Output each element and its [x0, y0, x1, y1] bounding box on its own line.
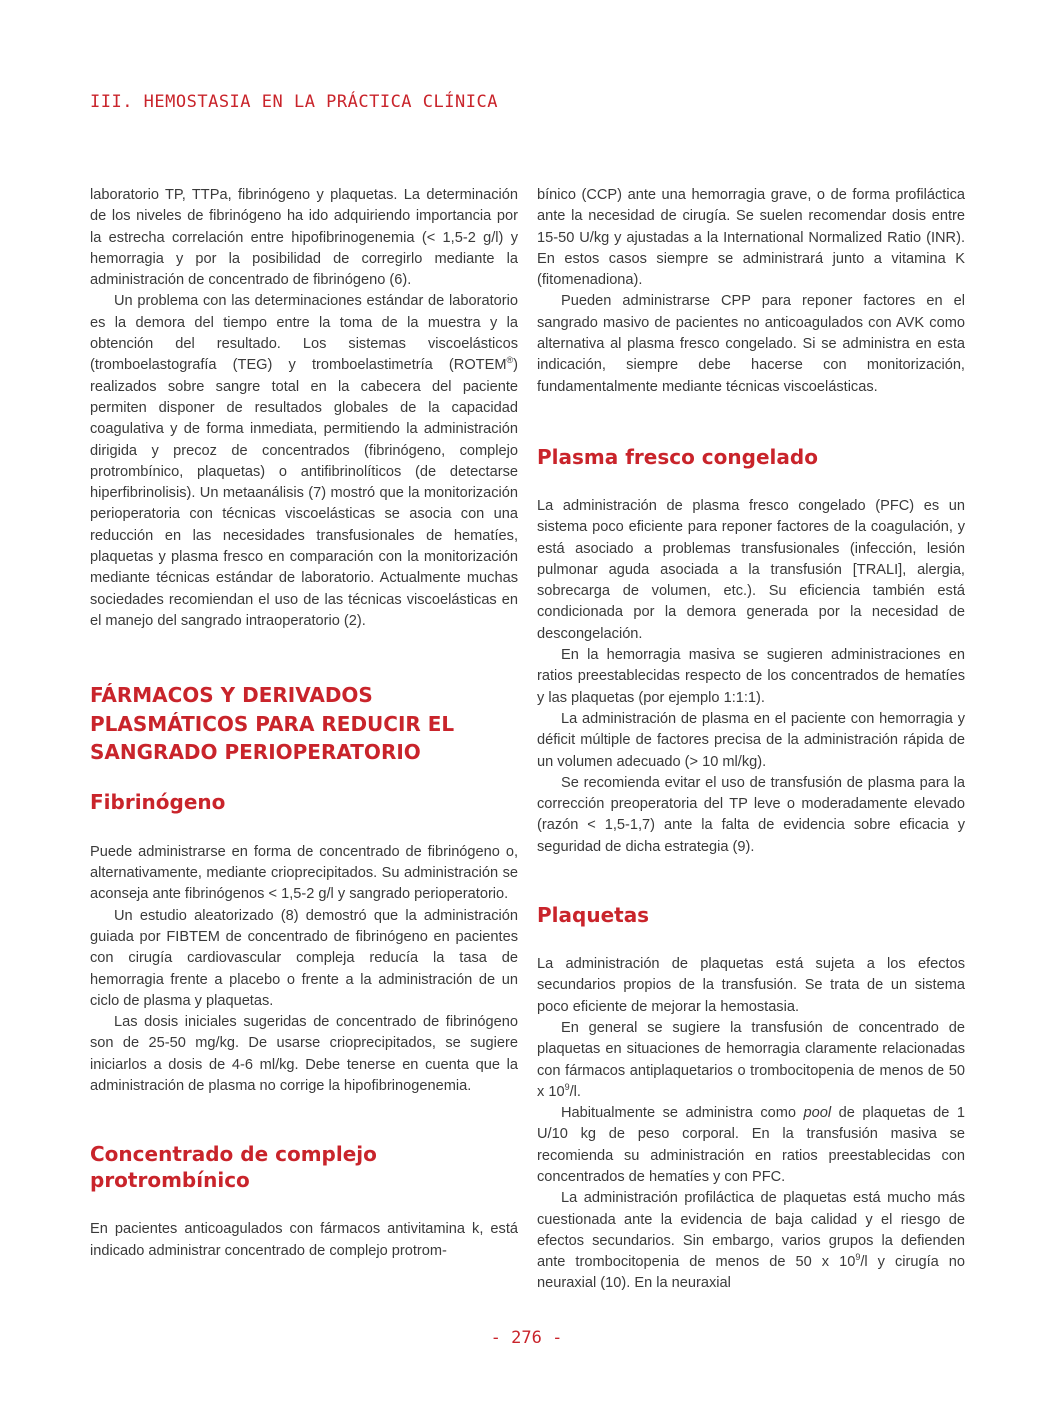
registered-mark: ® — [506, 355, 514, 366]
subheading-fibrinogeno: Fibrinógeno — [90, 789, 226, 814]
subheading-pfc: Plasma fresco congelado — [537, 444, 818, 469]
page-number: - 276 - — [490, 1328, 563, 1348]
paragraph: En la hemorragia masiva se sugieren administraciones en ratios preestablecidas respecto de los concentrados de hematíes y las plaquetas (por ejemplo 1:1:1). — [537, 647, 965, 706]
right-column — [537, 185, 965, 1295]
section-heading: FÁRMACOS Y DERIVADOS PLASMÁTICOS PARA REDUCIR EL SANGRADO PERIOPERATORIO — [90, 683, 455, 765]
subheading-plaquetas: Plaquetas — [537, 903, 650, 928]
paragraph: Habitualmente se administra como pool de plaquetas de 1 U/10 kg de peso corporal. En la transfusión masiva se recomienda su administración en ratios preestablecidas con concentrados de hematíes y con PFC. — [537, 1105, 965, 1185]
paragraph: laboratorio TP, TTPa, fibrinógeno y plaquetas. La determinación de los niveles de fibrinógeno ha ido adquiriendo importancia por la estrecha correlación entre hipofibrinogenemia (< 1,5-2 g/l) y hemorragia y por la posibilidad de corregirlo mediante la administración de concentrado de fibrinógeno (6). — [90, 187, 518, 289]
paragraph: En general se sugiere la transfusión de concentrado de plaquetas en situaciones de hemorragia claramente relacionadas con fármacos antiplaquetarios o trombocitopenia de menos de 50 x $10^9/l$. — [537, 1019, 965, 1100]
paragraph: La administración de plaquetas está sujeta a los efectos secundarios propios de la transfusión. Se trata de un sistema poco eficiente de mejorar la hemostasia. — [537, 956, 965, 1015]
paragraph: La administración de plasma fresco congelado (PFC) es un sistema poco eficiente para reponer factores de la coagulación, y está asociado a problemas transfusionales (infección, lesión pulmonar aguda asociada a la transfusión [TRALI], alergia, sobrecarga de volumen, etc.). Su eficiencia también está condicionada por la demora generada por la necesidad de descongelación. — [537, 497, 965, 642]
paragraph: bínico (CCP) ante una hemorragia grave, o de forma profiláctica ante la necesidad de cirugía. Se suelen recomendar dosis entre 15-50 U/kg y ajustadas a la International Normalized Ratio (INR). En estos casos siempre se administrará junto a vitamina K (fitomenadiona). — [537, 187, 965, 289]
paragraph: La administración profiláctica de plaquetas está mucho más cuestionada ante la evidencia de baja calidad y el riesgo de efectos secundarios. Sin embargo, varios grupos la defienden ante trombocitopenia de menos de 50 x $10^9/l$ y cirugía no neuraxial (10). En la neuraxial — [537, 1190, 965, 1292]
paragraph: En pacientes anticoagulados con fármacos antivitamina k, está indicado administrar concentrado de complejo protrom- — [90, 1221, 518, 1259]
paragraph: Pueden administrarse CPP para reponer factores en el sangrado masivo de pacientes no anticoagulados con AVK como alternativa al plasma fresco congelado. Si se administra en esta indicación, siempre debe hacerse con monitorización, fundamentalmente mediante técnicas viscoelásticas. — [537, 293, 965, 395]
left-column — [90, 185, 518, 1262]
paragraph: Las dosis iniciales sugeridas de concentrado de fibrinógeno son de 25-50 mg/kg. De usarse crioprecipitados, se sugiere iniciarlos a dosis de 4-6 ml/kg. Debe tenerse en cuenta que la administración de plasma no corrige la hipofibrinogenemia. — [90, 1014, 518, 1094]
subheading-ccp: Concentrado de complejo protrombínico — [90, 1142, 377, 1193]
paragraph: Puede administrarse en forma de concentrado de fibrinógeno o, alternativamente, mediante crioprecipitados. Su administración se aconseja ante fibrinógenos < 1,5-2 g/l y sangrado perioperatorio. — [90, 843, 518, 903]
paragraph: Un problema con las determinaciones estándar de laboratorio es la demora del tiempo entre la toma de la muestra y la obtención del resultado. Los sistemas viscoelásticos (tromboelastografía (TEG) y tromboelastimetría (ROTEM®) realizados sobre sangre total en la cabecera del paciente permiten disponer de resultados globales de la capacidad coagulativa y de forma inmediata, permitiendo la administración dirigida y precoz de concentrados (fibrinógeno, complejo protrombínico, plaquetas) o antifibrinolíticos (de detectarse hiperfibrinolisis). Un metaanálisis (7) mostró que la monitorización perioperatoria con técnicas viscoelásticas se asocia con una reducción en las necesidades transfusionales de hematíes, plaquetas y plasma fresco en comparación con la monitorización mediante técnicas estándar de laboratorio. Actualmente muchas sociedades recomiendan el uso de las técnicas viscoelásticas en el manejo del sangrado intraoperatorio (2). — [90, 293, 518, 629]
running-header: III. HEMOSTASIA EN LA PRÁCTICA CLÍNICA — [90, 92, 498, 112]
paragraph: Un estudio aleatorizado (8) demostró que la administración guiada por FIBTEM de concentrado de fibrinógeno en pacientes con cirugía cardiovascular compleja reducía la tasa de hemorragia frente a placebo o frente a la administración de un ciclo de plasma y plaquetas. — [90, 907, 518, 1009]
paragraph: La administración de plasma en el paciente con hemorragia y déficit múltiple de factores precisa de la administración rápida de un volumen adecuado (> 10 ml/kg). — [537, 710, 965, 770]
paragraph: Se recomienda evitar el uso de transfusión de plasma para la corrección preoperatoria del TP leve o moderadamente elevado (razón < 1,5-1,7) ante la falta de evidencia sobre eficacia y seguridad de dicha estrategia (9). — [537, 774, 965, 855]
